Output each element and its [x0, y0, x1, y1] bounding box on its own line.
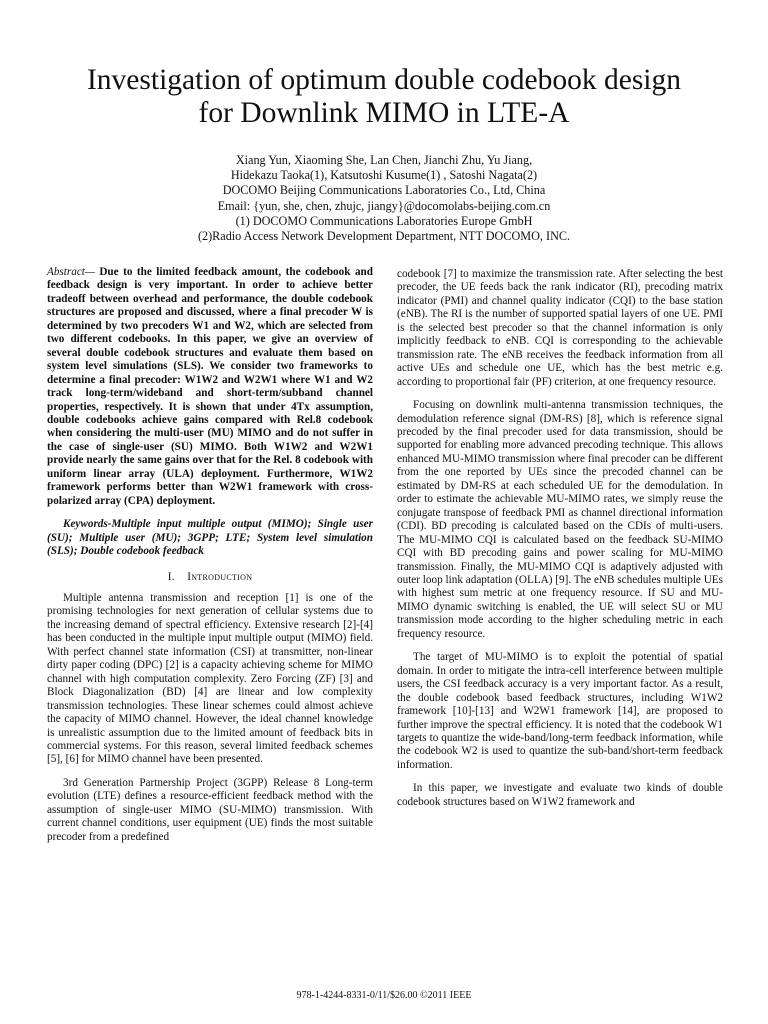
- right-column: [397, 268, 723, 819]
- body-paragraph: The target of MU-MIMO is to exploit the potential of spatial domain. In order to mitigate the intra-cell interference between multiple users, the CSI feedback accuracy is a very important factor. As a result, the double codebook based feedback structures, including W1W2 framework [10]-[13] and W2W1 framework [14], are proposed to further improve the spectral efficiency. It is noted that the codebook W1 targets to quantize the wide-band/long-term feedback information, while the codebook W2 is used to quantize the sub-band/short-term feedback information.: [397, 651, 723, 771]
- body-paragraph: Multiple antenna transmission and reception [1] is one of the promising technologies for next generation of cellular systems due to the increasing demand of spectral efficiency. Extensive research [2]-[4] has been conducted in the multiple input multiple output (MIMO) field. With perfect channel state information (CSI) at transmitter, non-linear dirty paper coding (DPC) [2] is a capacity achieving scheme for MIMO channel with high computation complexity. Zero Forcing (ZF) [3] and Block Diagonalization (BD) [4] are linear and low complexity transmission technologies. These linear schemes could almost achieve the capacity of MIMO channel. However, the ideal channel knowledge is unrealistic assumption due to the limited amount of feedback bits in commercial systems. For this reason, several limited feedback schemes [5], [6] for MIMO channel have been presented.: [47, 591, 373, 766]
- abstract-lead: Abstract—: [47, 266, 95, 278]
- author-line: Xiang Yun, Xiaoming She, Lan Chen, Jianchi Zhu, Yu Jiang,: [235, 153, 533, 167]
- affiliation-line: (1) DOCOMO Communications Laboratories Europe GmbH: [235, 213, 533, 228]
- author-line: Hidekazu Taoka(1), Katsutoshi Kusume(1) , Satoshi Nagata(2): [230, 168, 538, 183]
- section-title: Introduction: [187, 570, 253, 583]
- abstract-body: Due to the limited feedback amount, the codebook and feedback design is very important. In order to achieve better tradeoff between overhead and performance, the double codebook structures are proposed and discussed, where a final precoder W is determined by two precoders W1 and W2, which are selected from two different codebooks. In this paper, we give an overview of several double codebook structures and evaluate them based on system level simulations (SLS). We consider two frameworks to determine a final precoder: W1W2 and W2W1 where W1 and W2 track long-term/wideband and short-term/subband channel properties, respectively. It is shown that under 4Tx assumption, double codebooks achieve gains compared with Rel.8 codebook when considering the multi-user (MU) MIMO and do not suffer in the case of single-user (SU) MIMO. Both W1W2 and W2W1 provide nearly the same gains over that for the Rel. 8 codebook with uniform linear array (ULA) deployment. Furthermore, W1W2 framework performs better than W2W1 framework with cross-polarized array (CPA) deployment.: [47, 266, 373, 507]
- affiliation-line: DOCOMO Beijing Communications Laboratories Co., Ltd, China: [222, 183, 546, 198]
- body-paragraph: 3rd Generation Partnership Project (3GPP) Release 8 Long-term evolution (LTE) defines a resource-efficient feedback method with the assumption of single-user MIMO (SU-MIMO) transmission. With current channel conditions, user equipment (UE) finds the most suitable precoder from a predefined: [47, 776, 373, 843]
- abstract: [47, 266, 373, 508]
- copyright-footer: 978-1-4244-8331-0/11/$26.00 ©2011 IEEE: [296, 990, 472, 1001]
- paper-title: [40, 64, 728, 130]
- body-paragraph: Focusing on downlink multi-antenna transmission techniques, the demodulation reference signal (DM-RS) [8], which is reference signal precoded by the final precoder used for data transmission, should be supported for enabling more advanced precoding technique. This allows enhanced MU-MIMO transmission where final precoder can be different from the one reported by UEs since the precoded channel can be estimated by DM-RS at each scheduled UE for the demodulation. In order to estimate the achievable MU-MIMO rates, we simply reuse the conjugate transpose of feedback PMI as channel directional information (CDI). BD precoding is calculated based on the CDIs of multi-users. The MU-MIMO CQI is calculated based on the feedback SU-MIMO CQI with BD precoding gains and power scaling for MU-MIMO transmission. Finally, the MU-MIMO CQI is adaptively adjusted with outer loop link adaptation (OLLA) [9]. The eNB schedules multiple UEs with highest sum metric at one frequency resource. If SU and MU-MIMO dynamic switching is enabled, the UE will select SU or MU transmission mode according to the higher scheduling metric in each frequency resource.: [397, 399, 723, 640]
- body-paragraph: In this paper, we investigate and evaluate two kinds of double codebook structures based on W1W2 framework and: [397, 782, 723, 808]
- keywords: Keywords-Multiple input multiple output (MIMO); Single user (SU); Multiple user (MU); 3GPP; LTE; System level simulation (SLS); Double codebook feedback: [47, 518, 373, 558]
- title-line-1: Investigation of optimum double codebook design: [86, 64, 681, 96]
- affiliation-line: (2)Radio Access Network Development Department, NTT DOCOMO, INC.: [197, 229, 571, 244]
- author-block: [100, 153, 668, 244]
- left-column: [47, 266, 373, 854]
- body-paragraph: codebook [7] to maximize the transmission rate. After selecting the best precoder, the UE feeds back the rank indicator (RI), precoding matrix indicator (PMI) and channel quality indicator (CQI) to the base station (eNB). The RI is the number of supported spatial layers of one UE. PMI is the selected best precoder so that the channel information is only implicitly feedback to eNB. CQI is corresponding to the achievable transmission rate. The eNB receives the feedback information from all active UEs and schedule one UE, which has the best metric e.g. according to proportional fair (PF) criterion, at one frequency resource.: [397, 268, 723, 388]
- section-heading: [47, 571, 373, 584]
- email-line: Email: {yun, she, chen, zhujc, jiangy}@docomolabs-beijing.com.cn: [217, 198, 551, 213]
- section-number: I.: [167, 570, 175, 583]
- title-line-2: for Downlink MIMO in LTE-A: [198, 97, 570, 129]
